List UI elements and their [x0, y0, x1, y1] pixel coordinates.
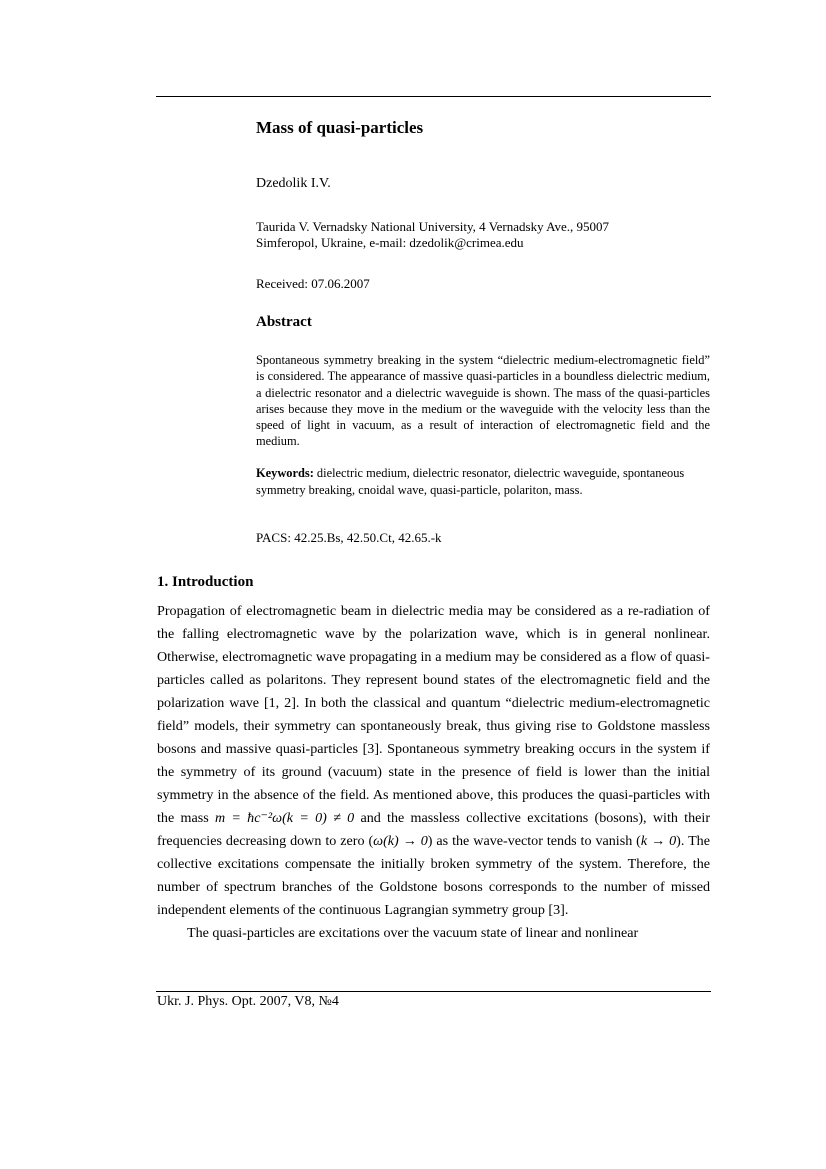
paragraph-1-text-b: and the massless collective excitations (bosons), with their frequencies decreasing down to zero (	[157, 810, 711, 849]
section-heading: 1. Introduction	[157, 574, 254, 590]
equation-mass: m = ħc⁻²ω(k = 0) ≠ 0	[214, 810, 355, 826]
affiliation-line-1: Taurida V. Vernadsky National University, 4 Vernadsky Ave., 95007	[256, 219, 610, 234]
abstract-text: Spontaneous symmetry breaking in the system “dielectric medium-electromagnetic field” is considered. The appearance of massive quasi-particles in a boundless dielectric medium, a dielectric resonator and a dielectric waveguide is shown. The mass of the quasi-particles arises because they move in the medium or the waveguide with the velocity less than the speed of light in vacuum, as a result of interaction of electromagnetic field and the medium.	[256, 353, 710, 449]
header-rule	[156, 96, 711, 97]
keywords-text: dielectric medium, dielectric resonator, dielectric waveguide, spontaneous symmetry breaking, cnoidal wave, quasi-particle, polariton, mass.	[256, 466, 685, 497]
keywords-label: Keywords:	[256, 466, 314, 480]
footer-rule	[156, 991, 711, 992]
author-name: Dzedolik I.V.	[256, 176, 331, 191]
paragraph-1-text-a: Propagation of electromagnetic beam in dielectric media may be considered as a re-radiation of the falling electromagnetic wave by the polarization wave, which is in general nonlinear. Otherwise, electromagnetic wave propagating in a medium may be considered as a flow of quasi-particles called as polaritons. They represent bound states of the electromagnetic field and the polarization wave [1, 2]. In both the classical and quantum “dielectric medium-electromagnetic field” models, their symmetry can spontaneously break, thus giving rise to Goldstone massless bosons and massive quasi-particles [3]. Spontaneous symmetry breaking occurs in the system if the symmetry of its ground (vacuum) state in the presence of field is lower than the initial symmetry in the absence of the field. As mentioned above, this produces the quasi-particles with the mass	[157, 603, 710, 826]
journal-footer: Ukr. J. Phys. Opt. 2007, V8, №4	[157, 994, 339, 1009]
equation-wavevector: k → 0	[640, 833, 677, 849]
received-date: Received: 07.06.2007	[256, 276, 370, 291]
keywords	[256, 465, 716, 499]
paragraph-2: The quasi-particles are excitations over the vacuum state of linear and nonlinear	[187, 925, 639, 941]
paper-title: Mass of quasi-particles	[256, 118, 424, 137]
affiliation-line-2: Simferopol, Ukraine, e-mail: dzedolik@crimea.edu	[256, 235, 524, 250]
paragraph-1-text-c: ) as the wave-vector tends to vanish (	[427, 833, 641, 849]
paragraph-1	[157, 600, 710, 922]
affiliation	[256, 219, 716, 251]
section-body	[157, 600, 710, 945]
pacs-codes: PACS: 42.25.Bs, 42.50.Ct, 42.65.-k	[256, 530, 442, 545]
paragraph-1-text-d: ). The collective excitations compensate the initially broken symmetry of the system. Therefore, the number of spectrum branches of the Goldstone bosons corresponds to the number of missed independent elements of the continuous Lagrangian symmetry group [3].	[157, 833, 710, 918]
abstract-heading: Abstract	[256, 314, 312, 330]
equation-frequency: ω(k) → 0	[373, 833, 428, 849]
